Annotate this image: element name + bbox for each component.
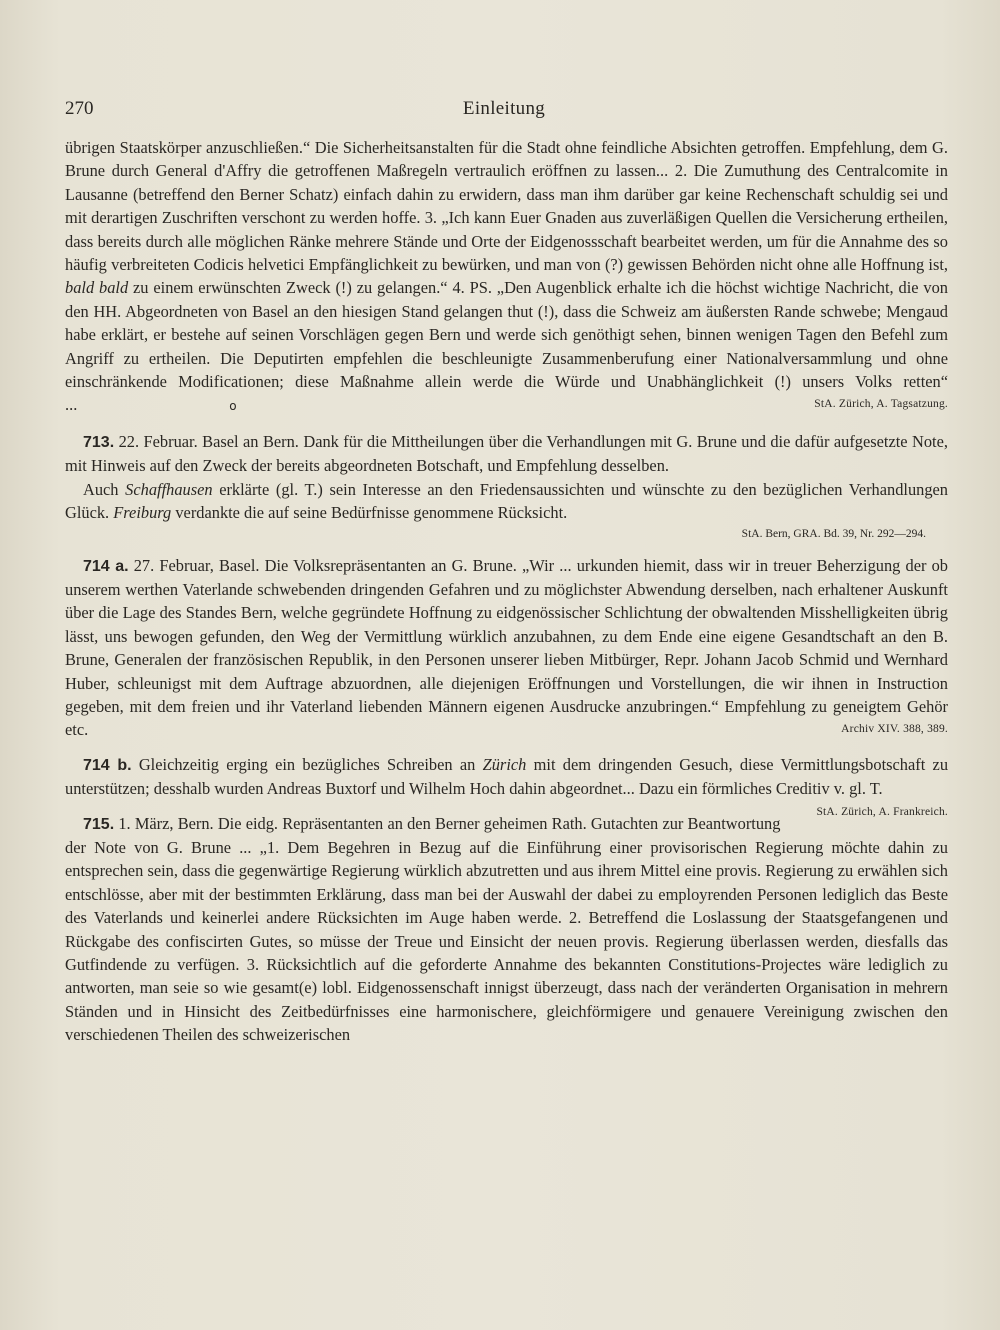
entry-715 (65, 812, 948, 1047)
page-body (65, 136, 948, 1047)
entry-paragraph (65, 812, 948, 1047)
entry-paragraph (65, 554, 948, 742)
entry-713 (65, 430, 948, 543)
entry-714a (65, 554, 948, 742)
entry-text: 27. Februar, Basel. Die Volksrepräsentanten an G. Brune. „Wir ... urkunden hiemit, dass wir in treuer Beherzigung der ob unserem werthen Vaterlande schwebenden dringenden Gefahren und zu möglichster Abwendung derselben, nach erhaltener Auskunft über die Lage des Standes Bern, welche gegründete Hoffnung zu eidgenössischer Schlichtung der obwaltenden Misshelligkeiten übrig lässt, uns bewogen gefunden, den Weg der Vermittlung würklich anzubahnen, zu dem Ende eine eigene Gesandtschaft an den B. Brune, Generalen der französischen Republik, in den Personen unserer lieben Mitbürger, Repr. Johann Jacob Schmid und Wernhard Huber, schleunigst mit dem Auftrage abzuordnen, alle diejenigen Eröffnungen und Vorstellungen, die wir ihnen in Instruction gegeben, mit dem freien und ihr Vaterland liebenden Männern eigenen Ausdrucke anzubringen.“ Empfehlung zu geneigtem Gehör etc. (65, 555, 949, 740)
entry-number: 714 a. (83, 557, 129, 575)
entry-text: erklärte (gl. T.) sein Interesse an den Friedensaussichten und wünschte zu den bezüglichen Verhandlungen Glück. (65, 479, 949, 523)
entry-number: 715. (83, 815, 115, 833)
entry-text: 1. März, Bern. Die eidg. Repräsentanten an den Berner geheimen Rath. Gutachten zur Beantwortung der Note von G. Brune ... „1. Dem Begehren in Bezug auf die Einführung einer provisorischen Regierung möchte dahin zu entsprechen sein, dass die gegenwärtige Regierung würklich abzutretten und aus ihrem Mittel eine provis. Regierung zu erwählen sich entschlösse, aber mit der bestimmten Erklärung, dass man bei der Auswahl der dabei zu employrenden Personen lediglich das Beste des Vaterlands und keinerlei andere Rücksichten im Auge haben werde. 2. Betreffend die Loslassung der Staatsgefangenen und Rückgabe des confiscirten Gutes, so müsse der Treue und Einsicht der neuen provis. Regierung überlassen werden, diesfalls das Gutfindende zu verfügen. 3. Rücksichtlich auf die geforderte Annahme des bekannten Constitutions-Projectes wäre lediglich zu antworten, man seie so wie gesamt(e) lobl. Eidgenossenschaft innigst überzeugt, dass nach der veränderten Organisation in mehrern Ständen und in Hinsicht des Zeitbedürfnisses eine harmonischere, gleichförmigere und genauere Vereinigung zwischen den verschiedenen Theilen des schweizerischen (65, 813, 948, 1045)
page-number: 270 (65, 98, 94, 119)
place-name: Schaffhausen (125, 479, 213, 499)
page-header (65, 98, 943, 124)
source-citation: StA. Bern, GRA. Bd. 39, Nr. 292—294. (741, 527, 926, 540)
entry-text: Auch (83, 479, 119, 499)
source-citation: StA. Zürich, A. Frankreich. (816, 805, 948, 818)
continuation-text: übrigen Staatskörper anzuschließen.“ Die Sicherheitsanstalten für die Stadt ohne feindliche Absichten getroffen. Empfehlung, dem G. Brune durch General d'Affry die getroffenen Maßregeln vertraulich eröffnen zu lassen... 2. Die Zumuthung des Centralcomite in Lausanne (betreffend den Berner Schatz) einfach dahin zu erwidern, dass man ihm darüber gar keine Rechenschaft schuldig sei und mit derartigen Zuschriften verschont zu werden hoffe. 3. „Ich kann Euer Gnaden aus zuverläßigen Quellen die Versicherung ertheilen, dass bereits durch alle möglichen Ränke mehrere Stände und Orte der Eidgenossschaft bearbeitet werden, um für die Annahme des so häufig verbreiteten Codicis helvetici Empfänglichkeit zu bewürken, und man von (?) gewissen Behörden nicht ohne alle Hoffnung ist, (65, 138, 948, 275)
entry-text: Gleichzeitig erging ein bezügliches Schreiben an (138, 754, 476, 774)
entry-number: 714 b. (83, 756, 132, 774)
place-name: Freiburg (113, 503, 172, 523)
continuation-paragraph (65, 136, 948, 419)
running-title: Einleitung (462, 98, 546, 119)
entry-714b (65, 753, 949, 818)
entry-paragraph (65, 430, 948, 478)
entry-text: mit dem dringenden Gesuch, diese Vermittlungsbotschaft zu unterstützen; desshalb wurden Andreas Buxtorf und Wilhelm Hoch dahin abgeordnet... Dazu ein förmliches Creditiv v. gl. T. (65, 754, 949, 799)
entry-text: verdankte die auf seine Bedürfnisse genommene Rücksicht. (175, 503, 568, 523)
source-citation: StA. Zürich, A. Tagsatzung. (814, 398, 948, 411)
entry-text: 22. Februar. Basel an Bern. Dank für die Mittheilungen über die Verhandlungen mit G. Brune und die dafür aufgesetzte Note, mit Hinweis auf den Zweck der bereits abgeordneten Botschaft, und Empfehlung desselben. (65, 431, 948, 476)
place-name: Zürich (482, 754, 527, 774)
source-citation: Archiv XIV. 388, 389. (841, 723, 948, 736)
emphasis-phrase: bald bald (65, 278, 129, 298)
continuation-text-2: zu einem erwünschten Zweck (!) zu gelangen.“ 4. PS. „Den Augenblick erhalte ich die höchst wichtige Nachricht, die von den HH. Abgeordneten von Basel an den hiesigen Stand gelangen thut (!), dass die Schweiz am äußersten Rande schwebe; Mengaud habe erklärt, er bestehe auf seinen Vorschlägen gegen Bern und werde sich genöthigt sehen, binnen wenigen Tagen den Befehl zum Angriff zu ertheilen. Die Deputirten empfehlen die beschleunigte Zusammenberufung einer Nationalversammlung und ohne einschränkende Modificationen; diese Maßnahme allein werde die Würde und Unabhänglichkeit (!) unsers Volks retten“ ... (65, 278, 948, 415)
entry-number: 713. (83, 433, 115, 451)
entry-paragraph (65, 753, 949, 818)
entry-paragraph-2 (65, 478, 948, 525)
stain-mark: o (229, 399, 237, 414)
